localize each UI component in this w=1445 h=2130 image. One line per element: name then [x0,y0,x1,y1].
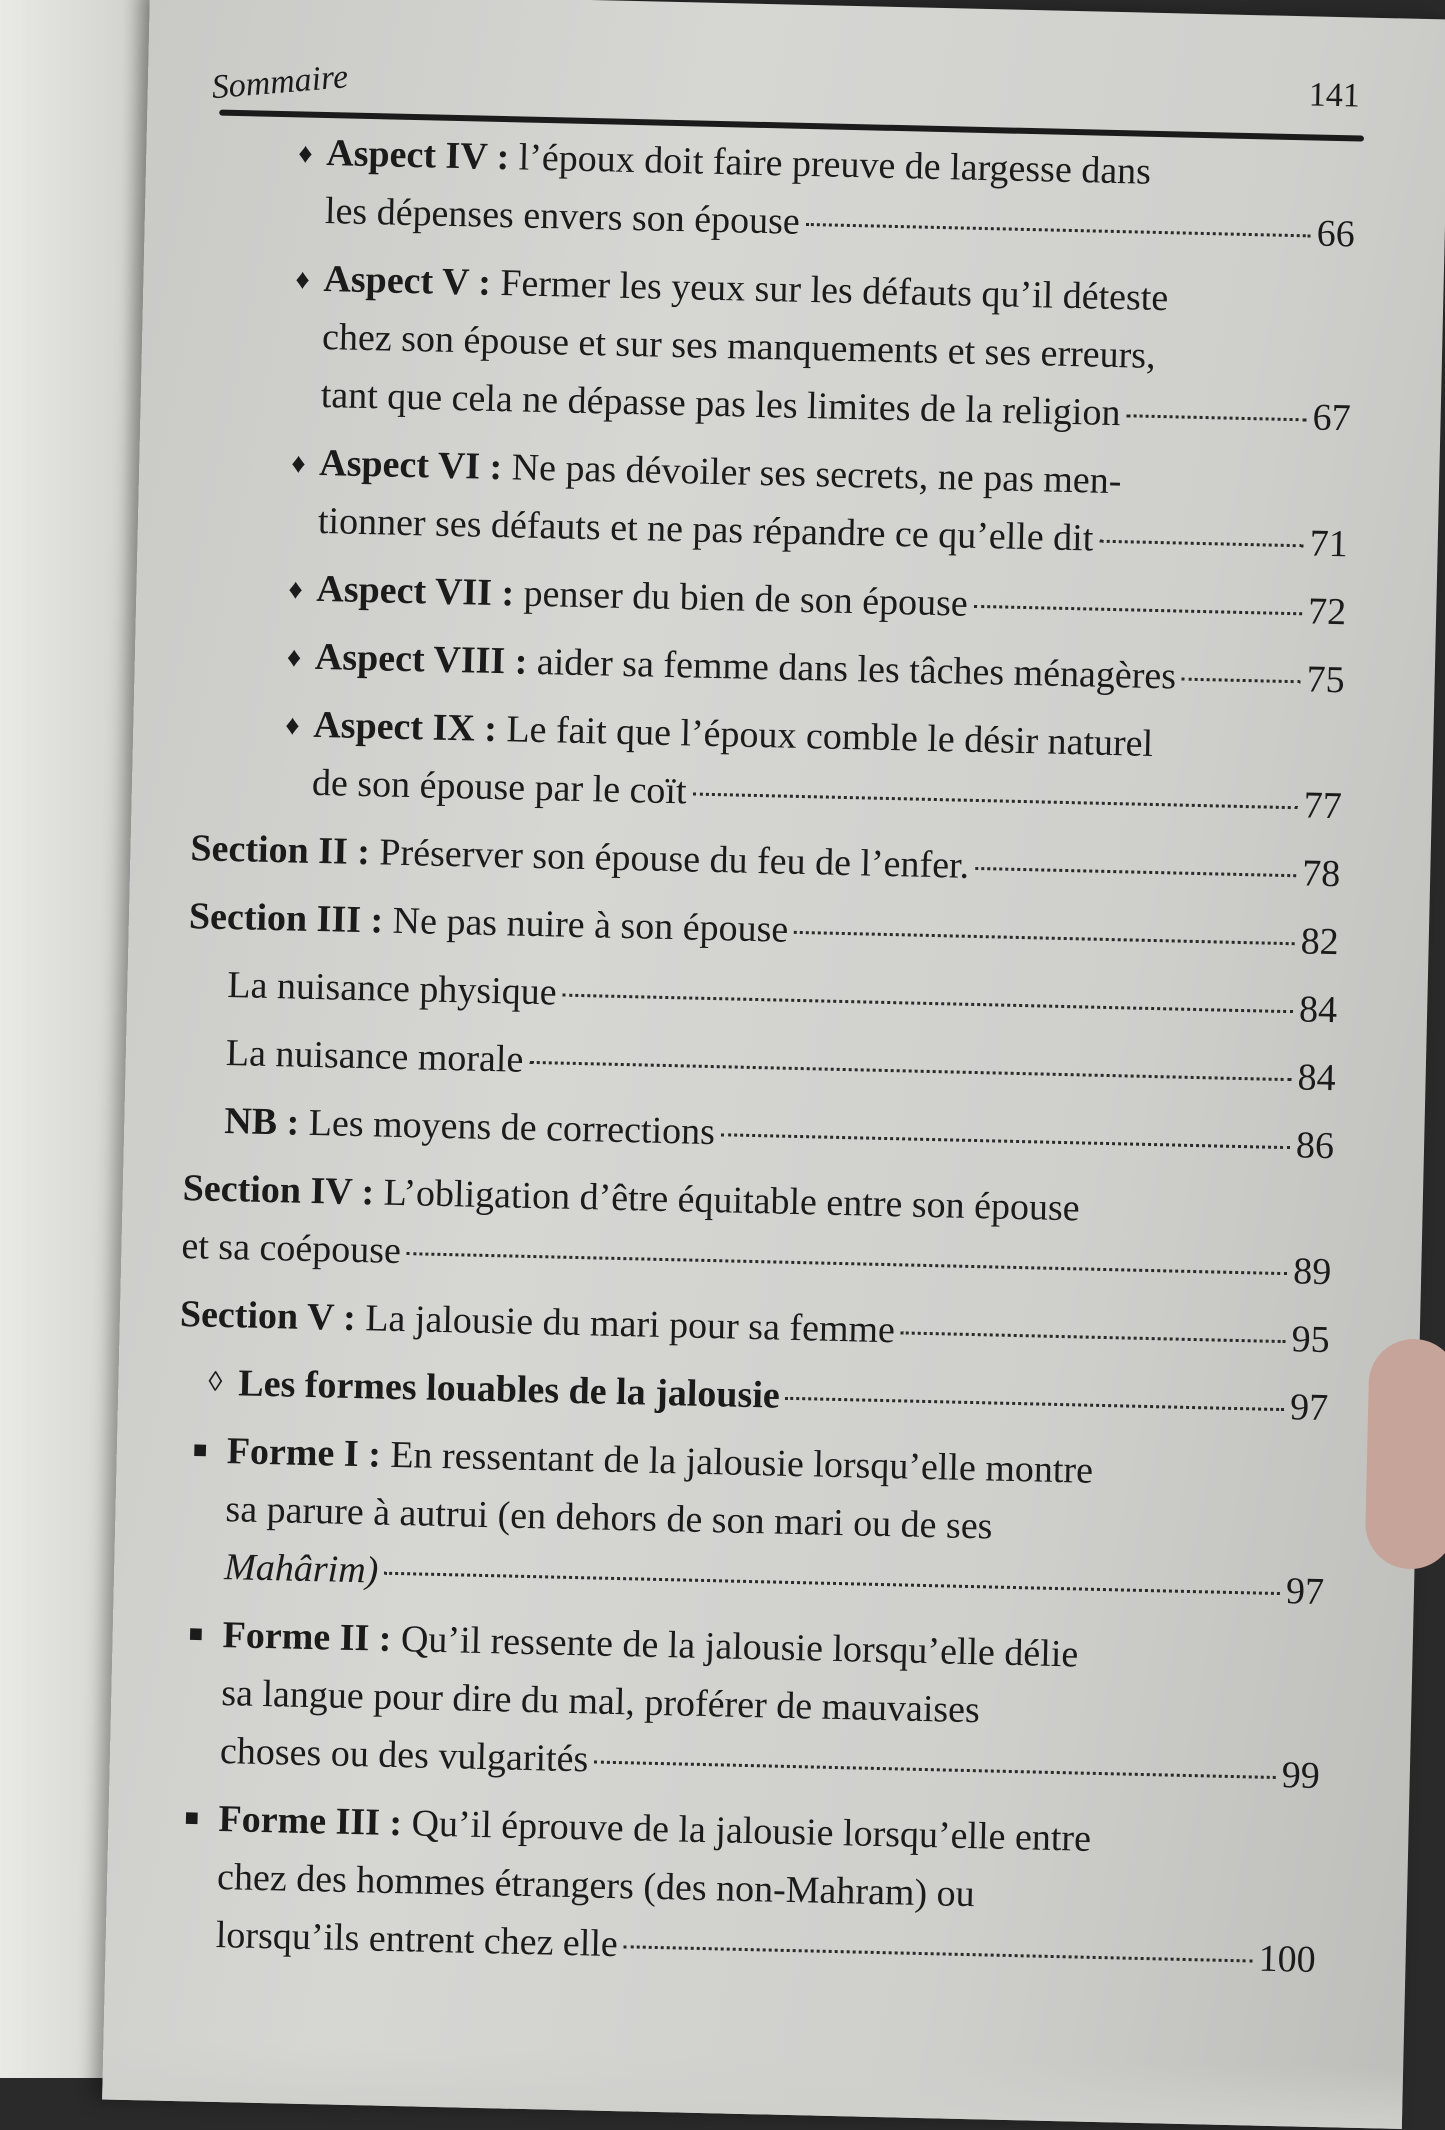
toc-page-number: 82 [1300,920,1340,964]
toc-entry-text: choses ou des vulgarités [219,1730,589,1781]
dot-leader [692,793,1297,810]
book-page [102,0,1445,2129]
toc-entry-last-line [238,1354,1329,1437]
toc-entry-text: sa parure à autrui (en dehors de son mari ou de ses [225,1488,993,1548]
toc-page-number: 72 [1307,590,1347,634]
dot-leader [624,1945,1253,1962]
dot-leader [901,1331,1286,1343]
toc-entry-text: sa langue pour dire du mal, proférer de mauvaises [220,1672,981,1732]
toc-page-number: 77 [1303,784,1343,828]
toc-entry-text: de son épouse par le coït [311,761,688,813]
toc-entry-text: aider sa femme dans les tâches ménagères [536,640,1177,698]
toc-entry-text: et sa coépouse [181,1225,402,1273]
toc-entry-label: Aspect V : [323,258,492,304]
page-bottom-fade [102,2039,1403,2128]
toc-page-number: 84 [1297,1056,1337,1100]
dot-leader [407,1252,1287,1275]
toc-entry [174,1421,1328,1621]
toc-entry-text: En ressentant de la jalousie lorsqu’elle montre [389,1433,1094,1492]
toc-entry-last-line [314,628,1345,709]
dot-leader [974,605,1302,615]
running-title: Sommaire [210,58,350,107]
toc-page-number: 75 [1306,658,1346,702]
toc-entry-last-line [225,1024,1336,1107]
toc-entry-label: Les formes louables de la jalousie [237,1362,781,1417]
toc-page-number: 86 [1295,1124,1335,1168]
toc-entry-label: NB : [223,1099,300,1144]
toc-page-number: 95 [1291,1318,1331,1362]
toc-entry-text: tionner ses défauts et ne pas répandre ce qu’elle dit [317,499,1094,560]
toc-entry-text: chez son épouse et sur ses manquements et ses erreurs, [321,316,1157,377]
toc-page-number: 89 [1292,1250,1332,1294]
toc-entry-text: Qu’il ressente de la jalousie lorsqu’elle délie [400,1618,1079,1676]
toc-entry [197,431,1349,573]
dot-leader [1182,678,1301,684]
dot-leader [806,223,1311,237]
toc-entry-text: Les moyens de corrections [308,1101,716,1154]
toc-page-number: 99 [1281,1754,1321,1797]
toc-entry-text: La nuisance morale [225,1032,524,1081]
toc-entry [204,121,1356,263]
diamond-bullet-icon: ♦ [288,574,304,606]
dot-leader [786,1397,1284,1411]
diamond-bullet-icon: ♦ [295,264,311,296]
toc-entry-text: lorsqu’ils entrent chez elle [215,1914,619,1966]
dot-leader [794,931,1294,945]
toc-entry-label: Aspect IX : [312,703,498,751]
toc-entry-text: La jalousie du mari pour sa femme [364,1297,896,1352]
toc-entry-label: Aspect IV : [325,132,510,179]
page-number: 141 [1308,76,1361,115]
dot-leader [1126,414,1306,421]
toc-entry-last-line [227,956,1338,1039]
toc-entry-text: Ne pas dévoiler ses secrets, ne pas men- [511,446,1122,503]
toc-page-number: 100 [1258,1937,1317,1981]
toc-entry [165,1789,1319,1989]
toc-page-number: 84 [1298,988,1338,1032]
diamond-bullet-icon: ♦ [297,138,313,170]
dot-leader [384,1572,1280,1595]
dot-leader [594,1761,1276,1779]
toc-entry-label: Forme II : [222,1614,392,1660]
toc-entry-text: La nuisance physique [226,964,558,1014]
toc-entry-text: tant que cela ne dépasse pas les limites de la religion [320,373,1121,435]
diamond-bullet-icon: ♦ [284,710,300,742]
toc-entry-text: Le fait que l’époux comble le désir naturel [505,708,1154,765]
toc-entry [200,247,1354,447]
dot-leader [721,1133,1290,1149]
toc-entry-label: Section III : [188,895,384,942]
dot-leader [975,867,1296,877]
toc-entry-text: Mahârim) [223,1546,379,1592]
dot-leader [529,1061,1291,1081]
toc-entry-text: penser du bien de son épouse [523,572,969,625]
diamond-bullet-icon: ♦ [290,448,306,480]
toc-entry-label: Section II : [190,827,371,874]
dot-leader [1099,540,1303,548]
toc-page-number: 71 [1309,522,1349,566]
toc-entry-text: l’époux doit faire preuve de largesse dans [518,136,1152,193]
square-bullet-icon: ■ [192,1437,208,1464]
lozenge-bullet-icon: ◊ [208,1366,223,1398]
toc-entry-text: chez des hommes étrangers (des non-Mahram) ou [216,1856,976,1916]
square-bullet-icon: ■ [184,1805,200,1832]
toc-entry-label: Forme III : [218,1798,403,1845]
toc-entry [191,693,1343,835]
toc-entry-last-line [316,560,1347,641]
toc-entry-label: Section IV : [182,1167,375,1214]
toc-entry-text: Préserver son épouse du feu de l’enfer. [378,831,970,887]
toc-entry [181,1159,1333,1301]
toc-entry-last-line [224,1092,1335,1175]
toc-page-number: 67 [1312,396,1352,440]
toc-entry-text: Fermer les yeux sur les défauts qu’il déteste [499,262,1169,320]
diamond-bullet-icon: ♦ [286,642,302,674]
toc-entry-label: Forme I : [226,1430,382,1476]
toc-entry-label: Section V : [179,1293,357,1340]
toc-entry-text: les dépenses envers son épouse [324,190,801,243]
toc-entry-text: Ne pas nuire à son épouse [392,899,789,951]
toc-entry-label: Aspect VII : [315,567,515,615]
dot-leader [563,994,1294,1014]
toc-page-number: 66 [1316,212,1356,256]
table-of-contents [165,121,1357,1999]
toc-entry [169,1605,1323,1805]
toc-entry-text: L’obligation d’être équitable entre son épouse [383,1171,1081,1230]
toc-entry-label: Aspect VI : [318,441,503,489]
toc-entry-text: Qu’il éprouve de la jalousie lorsqu’elle entre [411,1802,1092,1860]
finger [1365,1338,1445,1570]
square-bullet-icon: ■ [188,1621,204,1648]
toc-entry-label: Aspect VIII : [314,635,528,683]
toc-page-number: 78 [1301,852,1341,896]
toc-page-number: 97 [1289,1386,1329,1430]
toc-page-number: 97 [1285,1570,1325,1614]
